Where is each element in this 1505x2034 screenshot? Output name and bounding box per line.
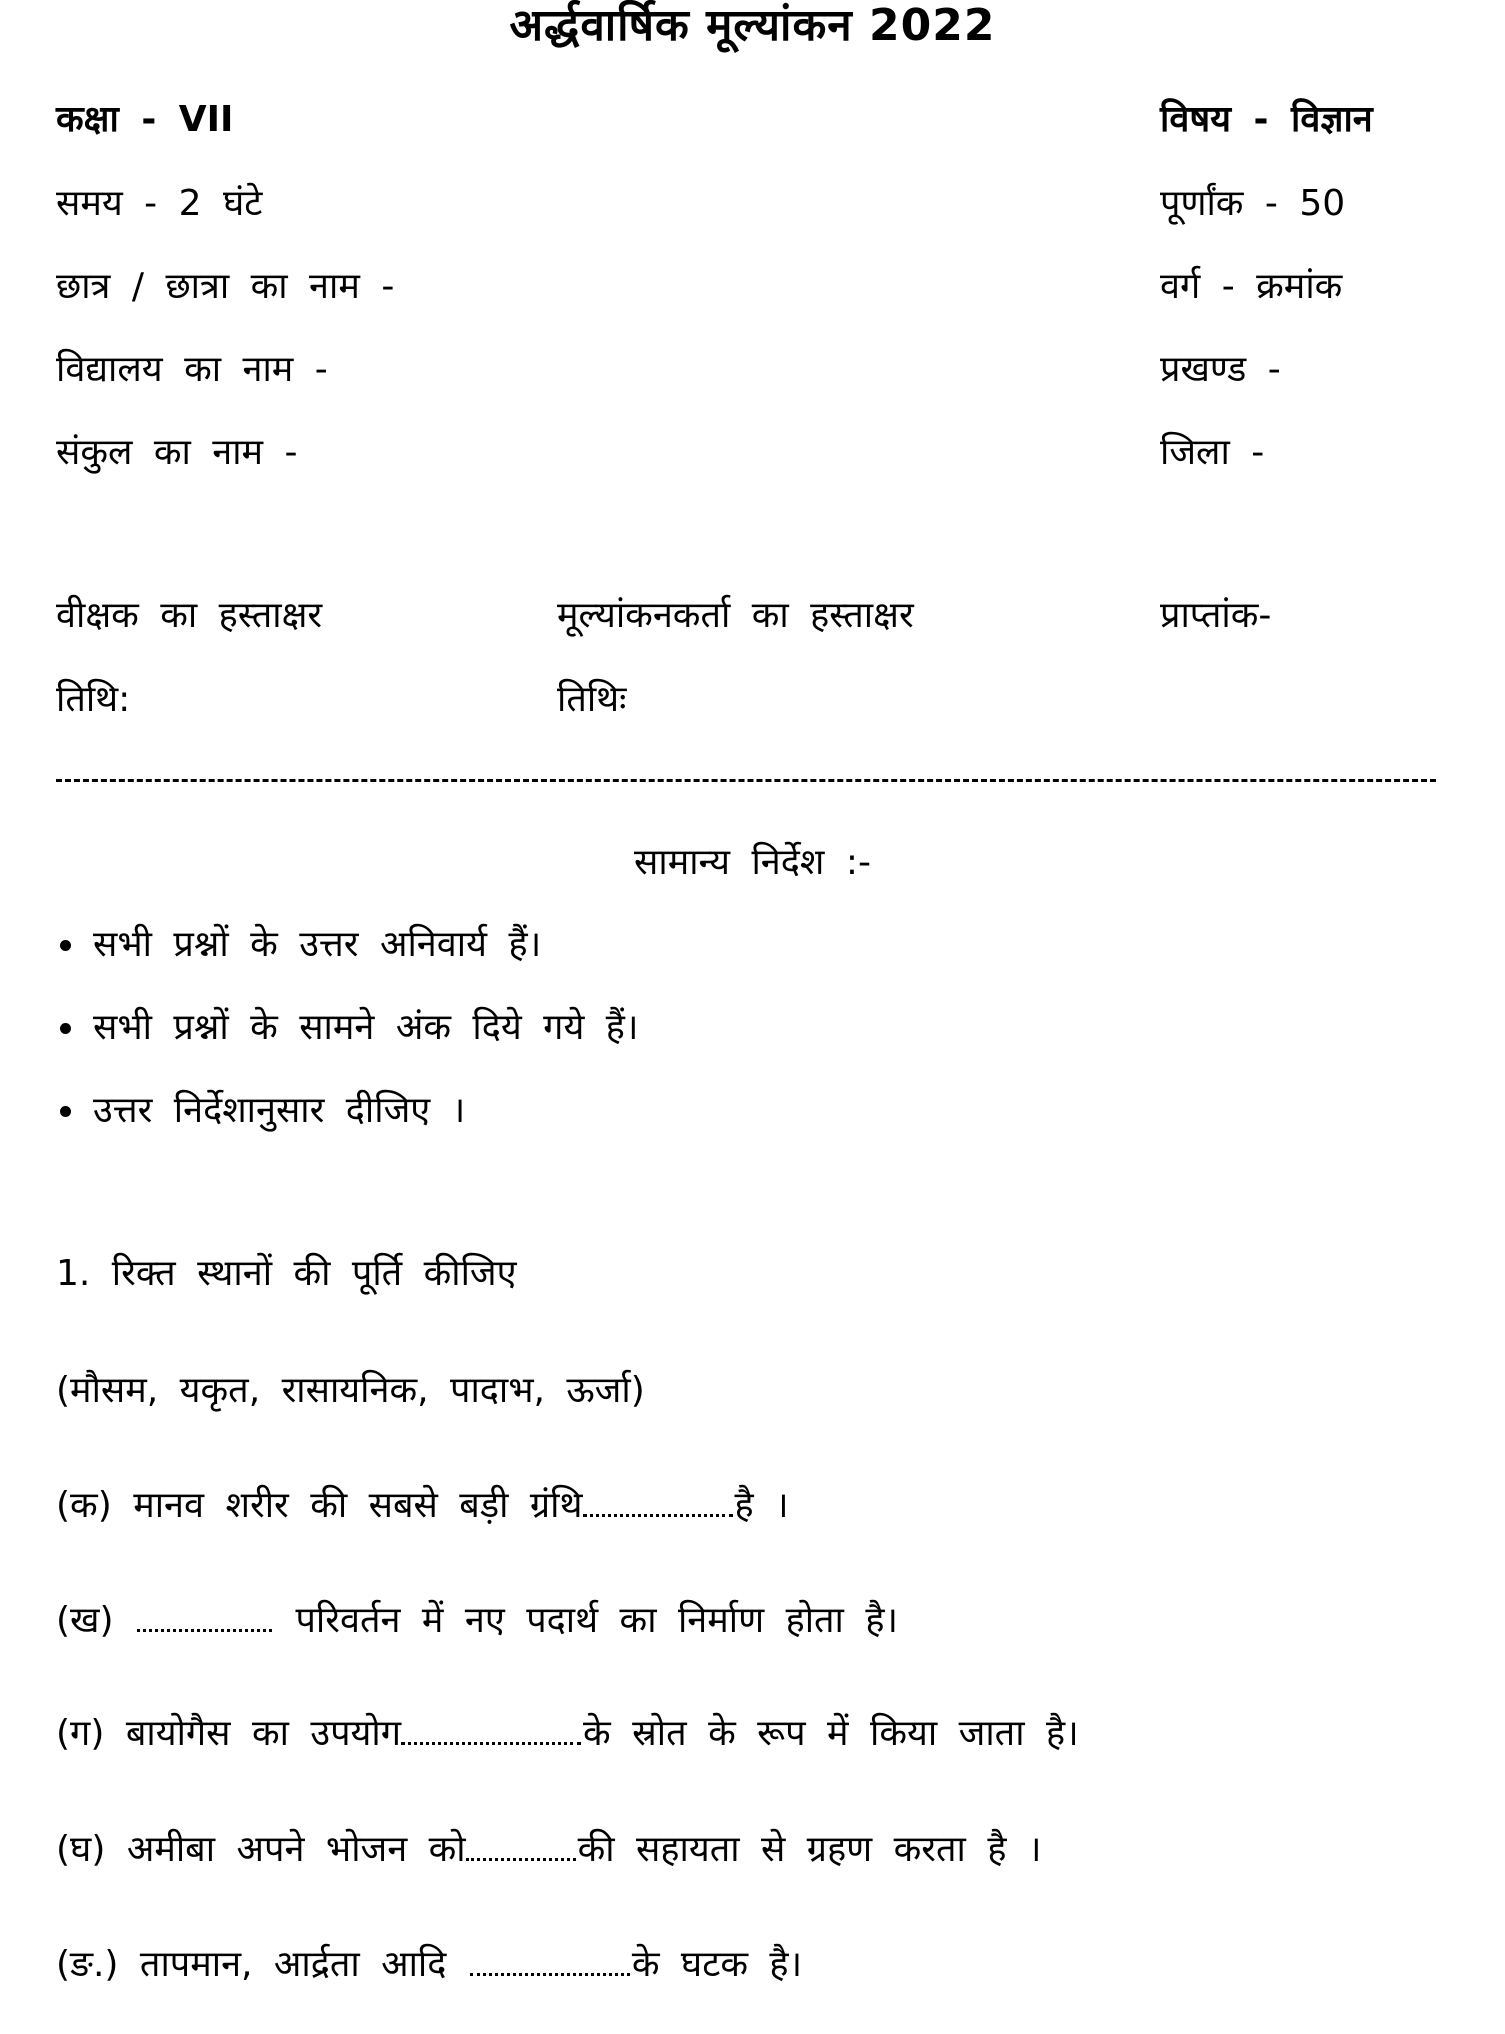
item-marker: (ख) — [56, 1600, 114, 1641]
fill-blank-item-nga — [56, 1944, 803, 1985]
answer-blank[interactable] — [466, 1854, 576, 1861]
subject-label: विषय - विज्ञान — [1160, 99, 1373, 140]
answer-blank[interactable] — [470, 1969, 630, 1976]
instruction-item — [56, 1007, 639, 1048]
instruction-item — [56, 924, 542, 965]
item-marker: (ङ.) — [56, 1944, 119, 1985]
dashed-separator — [56, 779, 1436, 782]
item-text-before: बायोगैस का उपयोग — [125, 1713, 402, 1754]
evaluator-date-label: तिथिः — [557, 679, 627, 720]
item-text-before: मानव शरीर की सबसे बड़ी ग्रंथि — [133, 1485, 583, 1526]
item-marker: (ग) — [56, 1713, 105, 1754]
class-label: कक्षा - VII — [56, 99, 234, 140]
bullet-icon — [60, 1023, 71, 1034]
item-marker: (घ) — [56, 1829, 106, 1870]
district-label: जिला - — [1160, 432, 1265, 473]
instruction-text: उत्तर निर्देशानुसार दीजिए । — [93, 1090, 466, 1131]
bullet-icon — [60, 940, 71, 951]
item-text-after: के घटक है। — [631, 1944, 803, 1985]
block-label: प्रखण्ड - — [1160, 349, 1281, 390]
time-label: समय - 2 घंटे — [56, 183, 263, 224]
item-text-before: अमीबा अपने भोजन को — [126, 1829, 466, 1870]
marks-obtained-label: प्राप्तांक- — [1160, 595, 1272, 636]
item-text-after: के स्रोत के रूप में किया जाता है। — [583, 1713, 1079, 1754]
item-marker: (क) — [56, 1485, 112, 1526]
evaluator-signature-label: मूल्यांकनकर्ता का हस्ताक्षर — [557, 595, 914, 636]
fill-blank-item-gha — [56, 1829, 1042, 1870]
school-name-label: विद्यालय का नाम - — [56, 349, 328, 390]
bullet-icon — [60, 1106, 71, 1117]
student-name-label: छात्र / छात्रा का नाम - — [56, 266, 395, 307]
answer-blank[interactable] — [401, 1738, 581, 1745]
exam-title: अर्द्धवार्षिक मूल्यांकन 2022 — [509, 0, 996, 51]
instruction-text: सभी प्रश्नों के सामने अंक दिये गये हैं। — [93, 1007, 639, 1048]
section-roll-label: वर्ग - क्रमांक — [1160, 266, 1343, 307]
item-text-after: की सहायता से ग्रहण करता है । — [577, 1829, 1042, 1870]
question-1-heading: 1. रिक्त स्थानों की पूर्ति कीजिए — [56, 1253, 517, 1294]
instruction-text: सभी प्रश्नों के उत्तर अनिवार्य हैं। — [93, 924, 542, 965]
item-text-after: परिवर्तन में नए पदार्थ का निर्माण होता है। — [295, 1600, 899, 1641]
instructions-title: सामान्य निर्देश :- — [634, 842, 871, 883]
invigilator-date-label: तिथि: — [56, 679, 131, 720]
fill-blank-item-ga — [56, 1713, 1079, 1754]
invigilator-signature-label: वीक्षक का हस्ताक्षर — [56, 595, 323, 636]
answer-blank[interactable] — [137, 1625, 272, 1632]
fill-blank-item-kha — [56, 1600, 899, 1641]
full-marks-label: पूर्णांक - 50 — [1160, 183, 1346, 224]
instruction-item — [56, 1090, 466, 1131]
item-text-before: तापमान, आर्द्रता आदि — [139, 1944, 447, 1985]
word-bank: (मौसम, यकृत, रासायनिक, पादाभ, ऊर्जा) — [56, 1370, 645, 1411]
cluster-name-label: संकुल का नाम - — [56, 432, 298, 473]
answer-blank[interactable] — [583, 1510, 733, 1517]
item-text-after: है । — [734, 1485, 789, 1526]
fill-blank-item-ka — [56, 1485, 789, 1526]
